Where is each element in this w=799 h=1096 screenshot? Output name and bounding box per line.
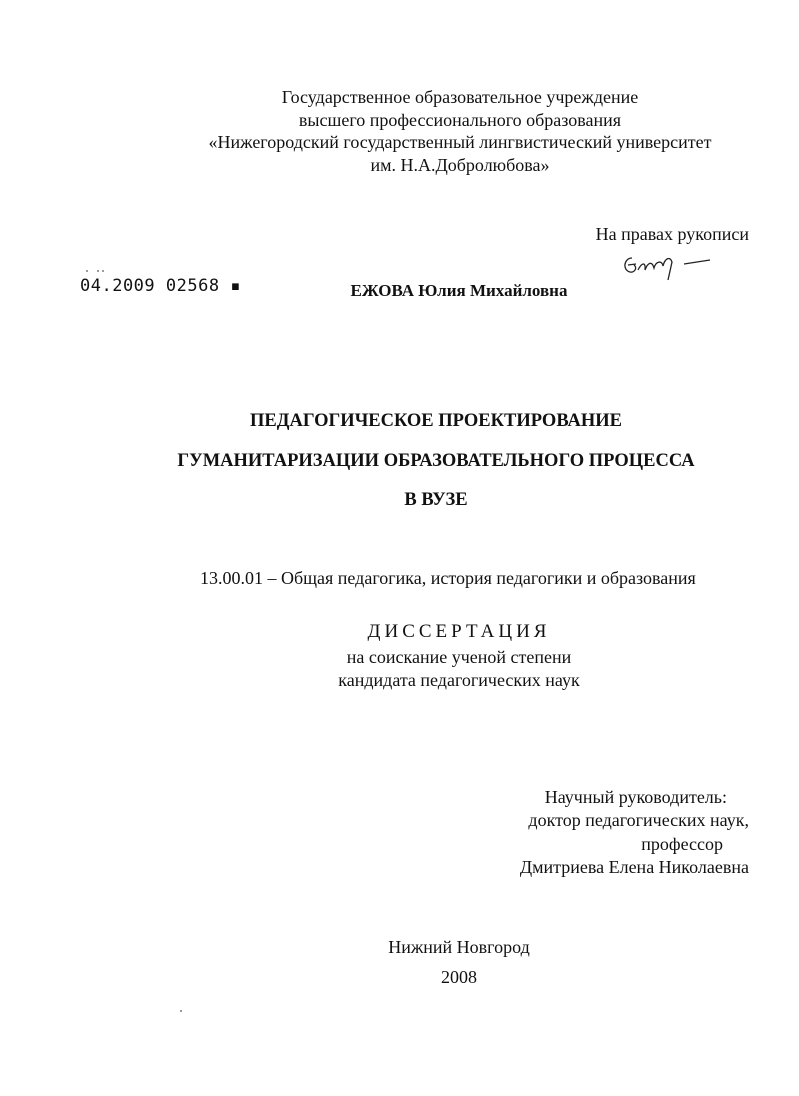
institution-line-1: Государственное образовательное учреждение xyxy=(281,87,639,107)
supervisor-label: Научный руководитель: xyxy=(544,787,727,807)
catalog-number-text: 04.2009 02568 xyxy=(80,276,220,296)
signature-handwritten xyxy=(618,248,718,284)
degree-line-2: кандидата педагогических наук xyxy=(338,670,580,690)
degree-line-1: на соискание ученой степени xyxy=(346,647,572,667)
supervisor-name: Дмитриева Елена Николаевна xyxy=(519,856,749,877)
year: 2008 xyxy=(441,967,477,987)
institution-line-2: высшего профессионального образования xyxy=(298,109,622,130)
dissertation-type: ДИССЕРТАЦИЯ xyxy=(367,621,551,642)
author-name: ЕЖОВА Юлия Михайловна xyxy=(350,281,568,300)
degree-description xyxy=(0,646,799,692)
specialty-code: 13.00.01 – Общая педагогика, история педагогики и образования xyxy=(200,568,696,588)
stamp-marks xyxy=(84,268,114,274)
institution-line-3: «Нижегородский государственный лингвистический университет xyxy=(208,132,712,152)
title-line-2: ГУМАНИТАРИЗАЦИИ ОБРАЗОВАТЕЛЬНОГО ПРОЦЕССА xyxy=(177,450,695,471)
title-line-1: ПЕДАГОГИЧЕСКОЕ ПРОЕКТИРОВАНИЕ xyxy=(250,411,622,431)
title-line-3: В ВУЗЕ xyxy=(404,490,468,510)
institution-header xyxy=(60,86,799,176)
supervisor-position: профессор xyxy=(641,833,723,854)
dissertation-title xyxy=(0,402,799,521)
manuscript-note: На правах рукописи xyxy=(595,224,749,244)
supervisor-degree: доктор педагогических наук, xyxy=(528,810,749,831)
city: Нижний Новгород xyxy=(388,937,530,957)
city-year xyxy=(0,932,799,992)
scan-speck xyxy=(180,1010,182,1012)
institution-line-4: им. Н.А.Добролюбова» xyxy=(370,154,550,175)
catalog-mark-icon: ▪ xyxy=(219,276,242,296)
supervisor-block xyxy=(520,786,749,879)
